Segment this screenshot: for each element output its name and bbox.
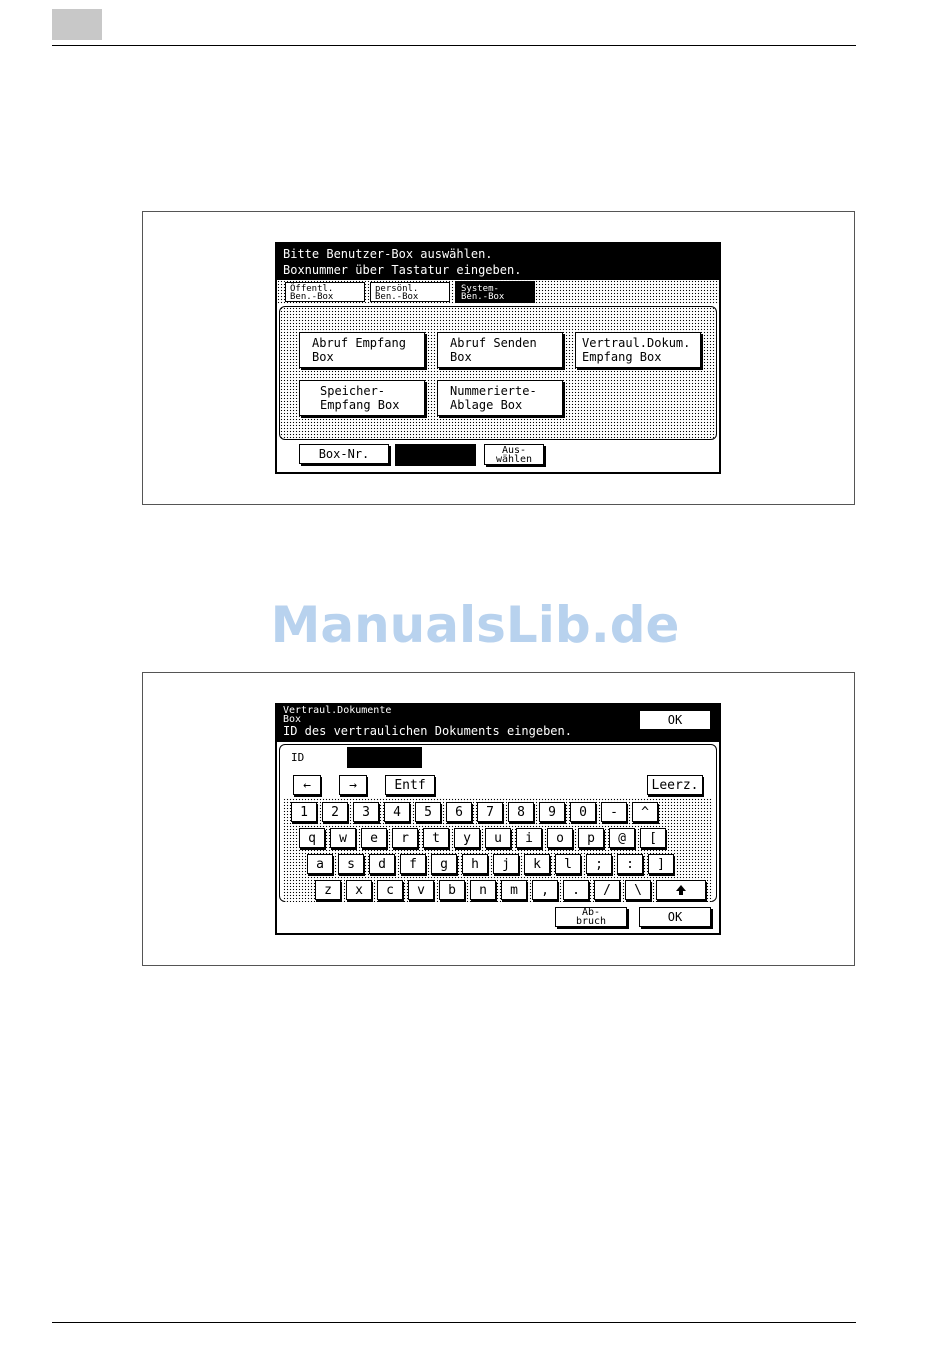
box-select-screen: [275, 242, 721, 474]
title-line-1: Vertraul.Dokumente: [283, 705, 392, 716]
instruction-bar: [277, 244, 719, 280]
box-button-memory-receive[interactable]: Speicher- Empfang Box: [299, 380, 425, 416]
box-button-panel-inner: [285, 314, 711, 434]
footer-rule: [52, 1322, 856, 1323]
key-1[interactable]: 1: [291, 802, 317, 822]
key-9[interactable]: 9: [539, 802, 565, 822]
tab-personal-box[interactable]: persönl. Ben.-Box: [370, 282, 450, 302]
key-semicolon[interactable]: ;: [586, 854, 612, 874]
key-r[interactable]: r: [392, 828, 418, 848]
key-l[interactable]: l: [555, 854, 581, 874]
title-line-2: Box: [283, 714, 302, 725]
key-caret[interactable]: ^: [632, 802, 658, 822]
id-label: ID: [291, 751, 305, 764]
instruction-line-1: Bitte Benutzer-Box auswählen.: [283, 247, 493, 261]
key-left-bracket[interactable]: [: [640, 828, 666, 848]
key-k[interactable]: k: [524, 854, 550, 874]
key-7[interactable]: 7: [477, 802, 503, 822]
key-s[interactable]: s: [338, 854, 364, 874]
tab-strip: [277, 280, 719, 304]
key-j[interactable]: j: [493, 854, 519, 874]
id-instruction: ID des vertraulichen Dokuments eingeben.: [283, 724, 572, 738]
tab-public-box[interactable]: Öffentl. Ben.-Box: [285, 282, 365, 302]
key-0[interactable]: 0: [570, 802, 596, 822]
space-key[interactable]: Leerz.: [647, 775, 703, 795]
cursor-left-key[interactable]: ←: [293, 775, 321, 795]
key-w[interactable]: w: [330, 828, 356, 848]
select-button[interactable]: Aus- wählen: [484, 444, 544, 465]
key-p[interactable]: p: [578, 828, 604, 848]
delete-key[interactable]: Entf: [385, 775, 435, 795]
key-f[interactable]: f: [400, 854, 426, 874]
box-button-confidential-receive[interactable]: Vertraul.Dokum. Empfang Box: [575, 332, 701, 368]
key-z[interactable]: z: [315, 880, 341, 900]
key-row-z: [315, 880, 715, 902]
key-comma[interactable]: ,: [532, 880, 558, 900]
key-a[interactable]: a: [307, 854, 333, 874]
key-t[interactable]: t: [423, 828, 449, 848]
key-i[interactable]: i: [516, 828, 542, 848]
ok-button-top[interactable]: OK: [639, 710, 711, 730]
key-b[interactable]: b: [439, 880, 465, 900]
key-e[interactable]: e: [361, 828, 387, 848]
key-6[interactable]: 6: [446, 802, 472, 822]
key-m[interactable]: m: [501, 880, 527, 900]
instruction-line-2: Boxnummer über Tastatur eingeben.: [283, 263, 522, 277]
key-c[interactable]: c: [377, 880, 403, 900]
key-8[interactable]: 8: [508, 802, 534, 822]
cancel-button[interactable]: Ab- bruch: [555, 907, 627, 927]
key-2[interactable]: 2: [322, 802, 348, 822]
key-minus[interactable]: -: [601, 802, 627, 822]
tab-system-box[interactable]: System- Ben.-Box: [455, 281, 535, 303]
key-row-a: [307, 854, 707, 876]
key-h[interactable]: h: [462, 854, 488, 874]
key-g[interactable]: g: [431, 854, 457, 874]
key-row-q: [299, 828, 699, 850]
key-period[interactable]: .: [563, 880, 589, 900]
key-n[interactable]: n: [470, 880, 496, 900]
header-rule: [52, 45, 856, 46]
key-v[interactable]: v: [408, 880, 434, 900]
key-5[interactable]: 5: [415, 802, 441, 822]
key-y[interactable]: y: [454, 828, 480, 848]
key-row-numbers: [291, 802, 711, 824]
watermark: ManualsLib.de: [270, 596, 680, 654]
cursor-right-key[interactable]: →: [339, 775, 367, 795]
key-d[interactable]: d: [369, 854, 395, 874]
page-number-tab: [52, 9, 102, 40]
box-number-button[interactable]: Box-Nr.: [299, 444, 389, 464]
ok-button-bottom[interactable]: OK: [639, 907, 711, 927]
box-number-field[interactable]: [395, 444, 476, 466]
key-o[interactable]: o: [547, 828, 573, 848]
id-entry-screen: [275, 703, 721, 935]
shift-key[interactable]: [656, 880, 706, 900]
up-arrow-icon: [675, 884, 687, 896]
key-right-bracket[interactable]: ]: [648, 854, 674, 874]
box-button-polling-send[interactable]: Abruf Senden Box: [437, 332, 563, 368]
id-input-field[interactable]: [344, 747, 422, 768]
key-at[interactable]: @: [609, 828, 635, 848]
key-u[interactable]: u: [485, 828, 511, 848]
key-q[interactable]: q: [299, 828, 325, 848]
key-4[interactable]: 4: [384, 802, 410, 822]
key-slash[interactable]: /: [594, 880, 620, 900]
box-button-polling-receive[interactable]: Abruf Empfang Box: [299, 332, 425, 368]
key-colon[interactable]: :: [617, 854, 643, 874]
key-x[interactable]: x: [346, 880, 372, 900]
box-button-numbered-filing[interactable]: Nummerierte- Ablage Box: [437, 380, 563, 416]
key-backslash[interactable]: \: [625, 880, 651, 900]
key-3[interactable]: 3: [353, 802, 379, 822]
